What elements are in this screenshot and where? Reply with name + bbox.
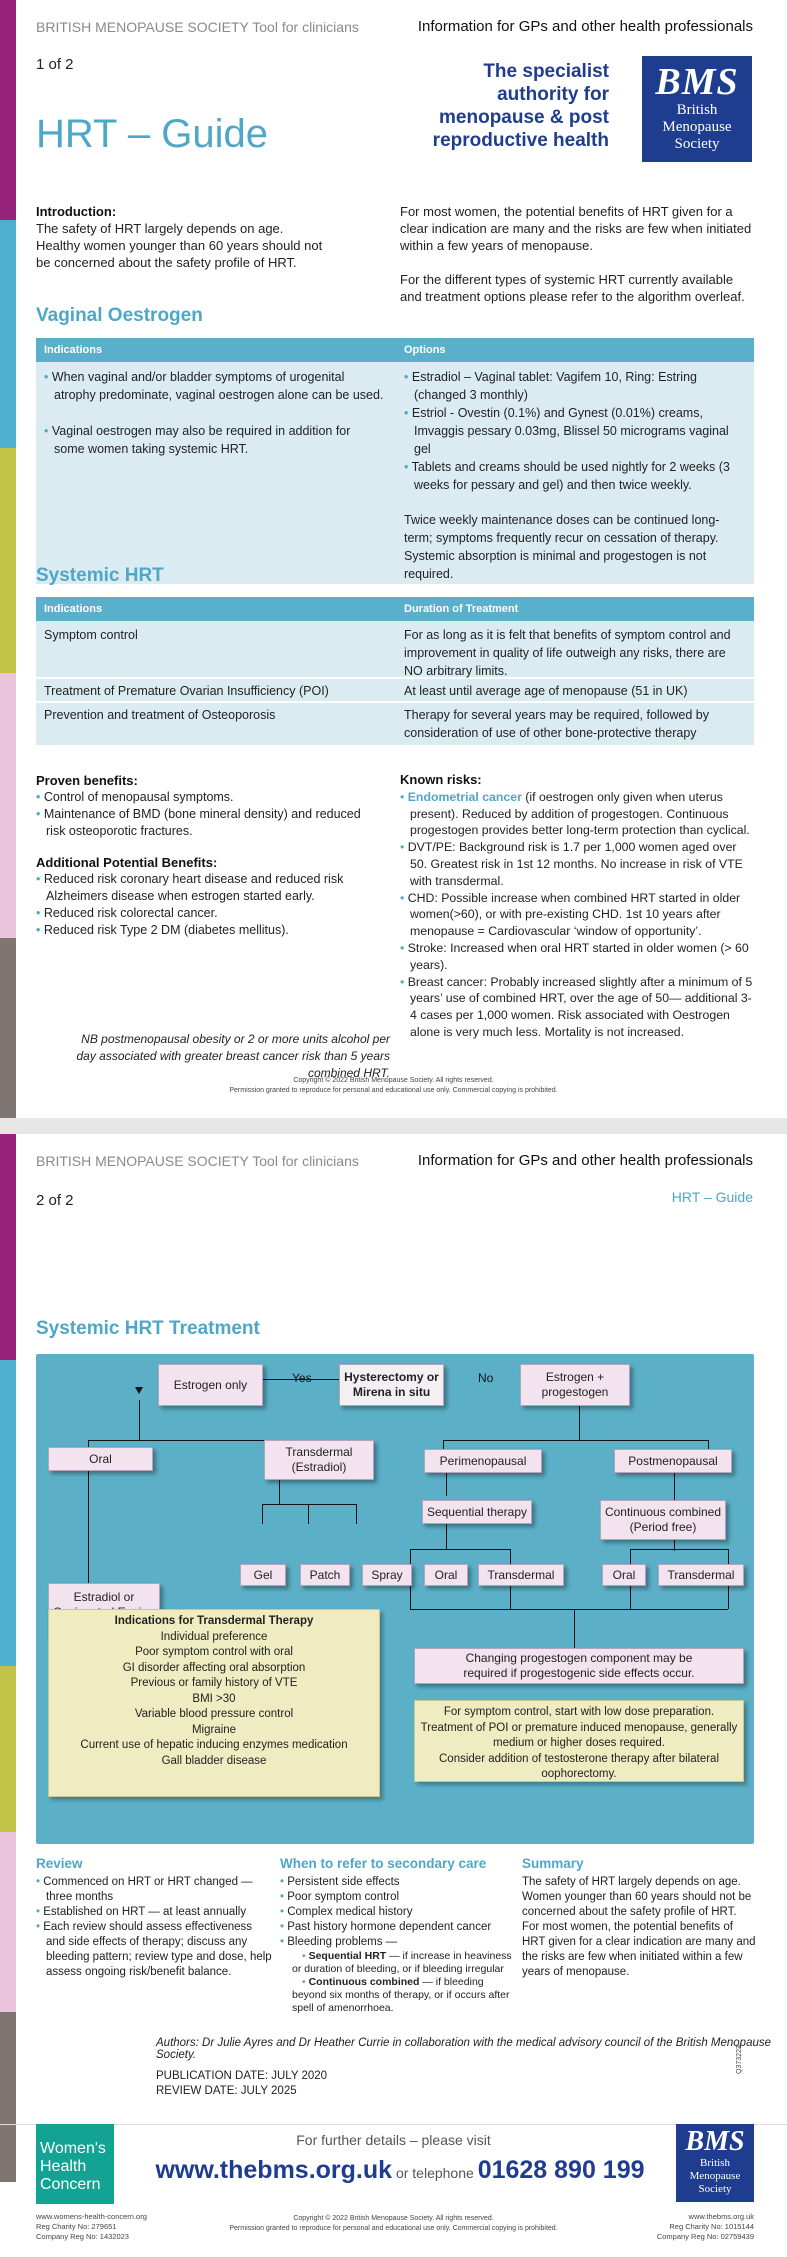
spray-box: Spray — [362, 1564, 412, 1586]
sequential-therapy-box: Sequential therapy — [422, 1500, 532, 1524]
list-item: • Tablets and creams should be used nightly for 2 weeks (3 weeks for pessary and gel) and then twice weekly. — [404, 458, 746, 494]
list-item: BMI >30 — [192, 1692, 236, 1705]
table-cell: Prevention and treatment of Osteoporosis — [44, 708, 276, 722]
whc-logo-text: Concern — [40, 2176, 101, 2193]
color-strip — [0, 1832, 16, 2012]
whc-logo-text: Women's — [40, 2140, 106, 2157]
review-date: REVIEW DATE: JULY 2025 — [156, 2085, 297, 2097]
publication-date: PUBLICATION DATE: JULY 2020 — [156, 2070, 328, 2082]
box-heading: Indications for Transdermal Therapy — [114, 1615, 314, 1627]
logo-mark: BMS — [655, 61, 739, 103]
authors: Authors: Dr Julie Ayres and Dr Heather Currie in collaboration with the medical advisory council of the British Menopause Society. — [156, 2037, 772, 2061]
info-line: Company Reg No: 02759439 — [656, 2232, 754, 2241]
vaginal-table — [36, 338, 754, 584]
list-item: • Estriol - Ovestin (0.1%) and Gynest (0.01%) creams, Imvaggis pessary 0.03mg, Blissel 50 micrograms vaginal gel — [404, 404, 746, 458]
list-item: • Persistent side effects — [280, 1875, 520, 1890]
changing-progestogen-box: Changing progestogen component may be required if progestogenic side effects occur. — [414, 1648, 744, 1684]
table-cell: At least until average age of menopause (51 in UK) — [404, 684, 688, 698]
list-item: Variable blood pressure control — [134, 1708, 294, 1720]
list-item: • Maintenance of BMD (bone mineral density) and reduced risk osteoporotic fractures. — [36, 806, 376, 840]
continuous-combined-box: Continuous combined (Period free) — [600, 1500, 726, 1540]
box-line: Consider addition of testosterone therapy after bilateral oophorectomy. — [439, 1752, 719, 1780]
info-line: Reg Charity No: 279651 — [36, 2222, 117, 2231]
intro-paragraph: For most women, the potential benefits of HRT given for a clear indication are many and the risks are few when initiated within a few years of menopause. — [400, 204, 752, 253]
section-heading: Additional Potential Benefits: — [36, 855, 218, 870]
col-header: Options — [404, 344, 446, 356]
systemic-title: Systemic HRT — [36, 565, 164, 586]
refer-column — [280, 1856, 520, 2015]
list-item: • Control of menopausal symptoms. — [36, 789, 376, 806]
contact-line — [150, 2156, 650, 2185]
page-2 — [0, 1134, 787, 2257]
tagline-line: authority for — [497, 84, 609, 105]
column-heading: Review — [36, 1856, 83, 1871]
vaginal-note: Twice weekly maintenance doses can be continued long-term; symptoms frequently recur on cessation of therapy. Systemic absorption is minimal and progestogen is not required. — [404, 513, 720, 581]
treatment-title: Systemic HRT Treatment — [36, 1318, 260, 1339]
list-item: GI disorder affecting oral absorption — [122, 1661, 306, 1674]
page-number: 1 of 2 — [36, 56, 74, 73]
list-item: Gall bladder disease — [161, 1754, 267, 1767]
intro-right — [400, 203, 756, 305]
info-line: www.thebms.org.uk — [688, 2212, 754, 2221]
audience-label: Information for GPs and other health professionals — [417, 18, 753, 35]
brand-label: BRITISH MENOPAUSE SOCIETY Tool for clinicians — [36, 19, 359, 35]
intro-heading: Introduction: — [36, 204, 117, 219]
review-column — [36, 1856, 272, 1980]
page-title: HRT – Guide — [36, 112, 268, 156]
doc-code: Q373223 — [736, 2045, 743, 2074]
tagline-line: The specialist — [483, 61, 609, 82]
bms-logo-small — [676, 2124, 754, 2202]
proven-benefits — [36, 772, 376, 939]
footer-divider — [0, 2124, 787, 2125]
logo-text: Menopause — [662, 119, 732, 135]
list-item: • Complex medical history — [280, 1905, 520, 1920]
col-header: Indications — [44, 344, 103, 356]
treatment-flowchart — [36, 1354, 754, 1844]
intro-paragraph: For the different types of systemic HRT currently available and treatment options please refer to the algorithm overleaf. — [400, 272, 745, 304]
color-strip — [0, 448, 16, 673]
brand-label: BRITISH MENOPAUSE SOCIETY Tool for clinicians — [36, 1153, 359, 1169]
list-item: • When vaginal and/or bladder symptoms of urogenital atrophy predominate, vaginal oestrogen alone can be used. — [44, 368, 384, 404]
list-item: • DVT/PE: Background risk is 1.7 per 1,000 women aged over 50. Greatest risk in 1st 12 months. No increase in risk of VTE with transdermal. — [400, 839, 756, 889]
list-item: • Vaginal oestrogen may also be required in addition for some women taking systemic HRT. — [44, 422, 384, 458]
audience-label: Information for GPs and other health professionals — [417, 1152, 753, 1169]
list-item: • Bleeding problems — — [280, 1935, 520, 1950]
logo-text: British — [676, 102, 718, 118]
introduction — [36, 203, 376, 271]
table-row — [36, 679, 754, 703]
logo-text: British — [700, 2157, 730, 2169]
intro-line: The safety of HRT largely depends on age. — [36, 221, 284, 236]
tagline-line: menopause & post — [439, 107, 609, 128]
oral-box-3: Oral — [602, 1564, 646, 1586]
estrogen-only-box: Estrogen only — [158, 1364, 263, 1406]
phone-number[interactable]: 01628 890 199 — [477, 2156, 645, 2184]
list-item: • Each review should assess effectiveness and side effects of therapy; discuss any bleeding pattern; review type and dose, help assess ongoing risk/benefit balance. — [36, 1920, 272, 1980]
or-telephone: or telephone — [392, 2165, 478, 2181]
col-header: Indications — [44, 603, 103, 615]
page-gap — [0, 1118, 787, 1134]
column-heading: Summary — [522, 1856, 584, 1871]
info-line: www.womens-health-concern.org — [36, 2212, 147, 2221]
table-row — [36, 703, 754, 745]
list-item: • Breast cancer: Probably increased slightly after a minimum of 5 years’ use of combined HRT, over the age of 50— additional 3-4 cases per 1,000 women. Risk associated with Oestrogen alone is very much less. Mortality is not increased. — [400, 974, 756, 1041]
transdermal-box-2: Transdermal — [478, 1564, 564, 1586]
info-line: Company Reg No: 1432023 — [36, 2232, 129, 2241]
summary-column — [522, 1856, 756, 1980]
website-link[interactable]: www.thebms.org.uk — [155, 2156, 393, 2184]
tagline-line: reproductive health — [432, 130, 609, 151]
gel-box: Gel — [240, 1564, 286, 1586]
table-cell: Therapy for several years may be required, followed by consideration of use of other bone-protective therapy — [404, 708, 710, 740]
color-strip — [0, 2012, 16, 2182]
list-item: • Commenced on HRT or HRT changed — three months — [36, 1875, 272, 1905]
yes-label: Yes — [292, 1371, 312, 1385]
logo-text: Society — [674, 136, 720, 152]
color-strip — [0, 220, 16, 448]
bms-logo — [642, 56, 752, 162]
estradiol-cee-box: Estradiol or — [48, 1583, 160, 1641]
table-cell: Treatment of Premature Ovarian Insufficiency (POI) — [44, 684, 329, 698]
hysterectomy-box: Hysterectomy or Mirena in situ — [339, 1364, 444, 1406]
table-cell: For as long as it is felt that benefits of symptom control and improvement in quality of life outweigh any risks, there are NO arbitrary limits. — [404, 628, 731, 678]
copyright: Copyright © 2022 British Menopause Society. All rights reserved. — [293, 1077, 494, 1084]
risk-text: (if oestrogen only given when uterus present). Reduced by addition of progestogen. Continuous progestogen provides better long-term protection than cyclical. — [410, 789, 750, 838]
list-item: • Past history hormone dependent cancer — [280, 1920, 520, 1935]
postmenopausal-box: Postmenopausal — [614, 1449, 732, 1473]
color-strip — [0, 1134, 16, 1360]
box-line: Treatment of POI or premature induced menopause, generally medium or higher doses required. — [420, 1721, 738, 1749]
list-item: • Estradiol – Vaginal tablet: Vagifem 10, Ring: Estring (changed 3 monthly) — [404, 368, 746, 404]
color-strip — [0, 673, 16, 938]
whc-logo-text: Health — [40, 2158, 87, 2175]
oral-box: Oral — [48, 1447, 153, 1471]
transdermal-estradiol-box: Transdermal (Estradiol) — [264, 1440, 374, 1480]
list-item: • Established on HRT — at least annually — [36, 1905, 272, 1920]
color-strip — [0, 1360, 16, 1666]
perimenopausal-box: Perimenopausal — [424, 1449, 542, 1473]
copyright: Copyright © 2022 British Menopause Society. All rights reserved. — [293, 2215, 494, 2222]
known-risks — [400, 772, 756, 1041]
table-cell: Symptom control — [44, 628, 138, 642]
list-item: • CHD: Possible increase when combined HRT started in older women(>60), or with pre-existing CHD. 1st 10 years after menopause = Cardiovascular ‘window of opportunity’. — [400, 890, 756, 940]
summary-text: The safety of HRT largely depends on age. Women younger than 60 years should not be concerned about the safety profile of HRT. For most women, the potential benefits of HRT given for a clear indication are many and the risks are few when initiated within a few years of menopause. — [522, 1876, 756, 1978]
col-header: Duration of Treatment — [404, 603, 519, 615]
transdermal-indications-box — [48, 1609, 380, 1797]
transdermal-box-3: Transdermal — [658, 1564, 744, 1586]
color-strip — [0, 1666, 16, 1832]
list-item: Previous or family history of VTE — [130, 1677, 298, 1689]
list-item: • Stroke: Increased when oral HRT started in older women (> 60 years). — [400, 940, 756, 974]
column-heading: When to refer to secondary care — [280, 1856, 487, 1871]
logo-text: Menopause — [689, 2170, 741, 2182]
page-number: 2 of 2 — [36, 1192, 74, 1209]
page-1 — [0, 0, 787, 1118]
list-item: • Reduced risk coronary heart disease and reduced risk Alzheimers disease when estrogen started early. — [36, 871, 376, 905]
section-heading: Proven benefits: — [36, 773, 138, 788]
bleeding-type: Continuous combined — [308, 1976, 420, 1988]
permission: Permission granted to reproduce for personal and educational use only. Commercial copying is prohibited. — [229, 1087, 558, 1094]
tagline — [409, 60, 609, 152]
color-strip — [0, 0, 16, 220]
list-item: Individual preference — [160, 1630, 268, 1643]
list-item: • Reduced risk Type 2 DM (diabetes mellitus). — [36, 922, 376, 939]
risk-lead: Endometrial cancer — [407, 789, 522, 804]
bleeding-text: — if increase in heaviness or duration of bleeding, or if bleeding irregular — [292, 1950, 512, 1975]
list-item: • Reduced risk colorectal cancer. — [36, 905, 376, 922]
info-line: Reg Charity No: 1015144 — [669, 2222, 754, 2231]
doc-title: HRT – Guide — [671, 1189, 753, 1205]
list-item: Poor symptom control with oral — [135, 1646, 293, 1658]
no-label: No — [478, 1371, 494, 1385]
patch-box: Patch — [300, 1564, 350, 1586]
intro-line: Healthy women younger than 60 years should not — [36, 238, 323, 253]
list-item: Current use of hepatic inducing enzymes medication — [80, 1739, 348, 1751]
list-item: Migraine — [191, 1723, 237, 1736]
table-row — [36, 621, 754, 679]
list-item: • Poor symptom control — [280, 1890, 520, 1905]
symptom-control-box — [414, 1700, 744, 1782]
bleeding-type: Sequential HRT — [308, 1950, 387, 1962]
logo-mark: BMS — [685, 2126, 745, 2157]
further-details: For further details – please visit — [296, 2132, 491, 2148]
oral-box-2: Oral — [424, 1564, 468, 1586]
systemic-table — [36, 597, 754, 745]
intro-line: be concerned about the safety profile of HRT. — [36, 255, 297, 270]
box-line: For symptom control, start with low dose preparation. — [443, 1706, 715, 1718]
permission: Permission granted to reproduce for personal and educational use only. Commercial copying is prohibited. — [229, 2225, 558, 2232]
logo-text: Society — [698, 2183, 732, 2195]
nb-note: NB postmenopausal obesity or 2 or more units alcohol per day associated with greater breast cancer risk than 5 years combined HRT. — [76, 1032, 390, 1080]
section-heading: Known risks: — [400, 772, 482, 787]
vaginal-title: Vaginal Oestrogen — [36, 305, 203, 326]
estrogen-progestogen-box: Estrogen + progestogen — [520, 1364, 630, 1406]
bleeding-text: — if bleeding beyond six months of therapy, or if occurs after spell of amenorrhoea. — [292, 1976, 510, 2014]
